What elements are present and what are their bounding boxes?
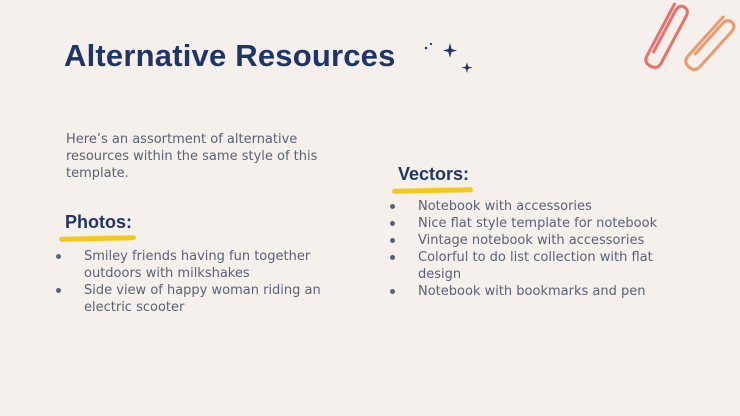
photos-heading xyxy=(65,212,132,233)
photos-heading-highlight xyxy=(59,235,136,242)
intro-text: Here’s an assortment of alternative resources within the same style of this template. xyxy=(66,132,318,181)
sparkles-icon xyxy=(420,38,480,80)
list-item: Notebook with bookmarks and pen xyxy=(390,283,680,300)
vectors-list xyxy=(390,198,680,300)
list-item: Side view of happy woman riding an electric scooter xyxy=(56,282,326,316)
slide-title: Alternative Resources xyxy=(64,38,396,73)
list-item: Colorful to do list collection with flat design xyxy=(390,249,680,283)
paperclip-icon xyxy=(640,0,740,80)
vectors-heading-label: Vectors: xyxy=(398,164,470,184)
list-item: Notebook with accessories xyxy=(390,198,680,215)
photos-heading-label: Photos: xyxy=(65,212,132,232)
vectors-heading-highlight xyxy=(392,187,473,194)
vectors-heading xyxy=(398,164,469,185)
photos-list xyxy=(56,248,326,316)
list-item: Vintage notebook with accessories xyxy=(390,232,680,249)
list-item: Nice flat style template for notebook xyxy=(390,215,680,232)
list-item: Smiley friends having fun together outdoors with milkshakes xyxy=(56,248,326,282)
